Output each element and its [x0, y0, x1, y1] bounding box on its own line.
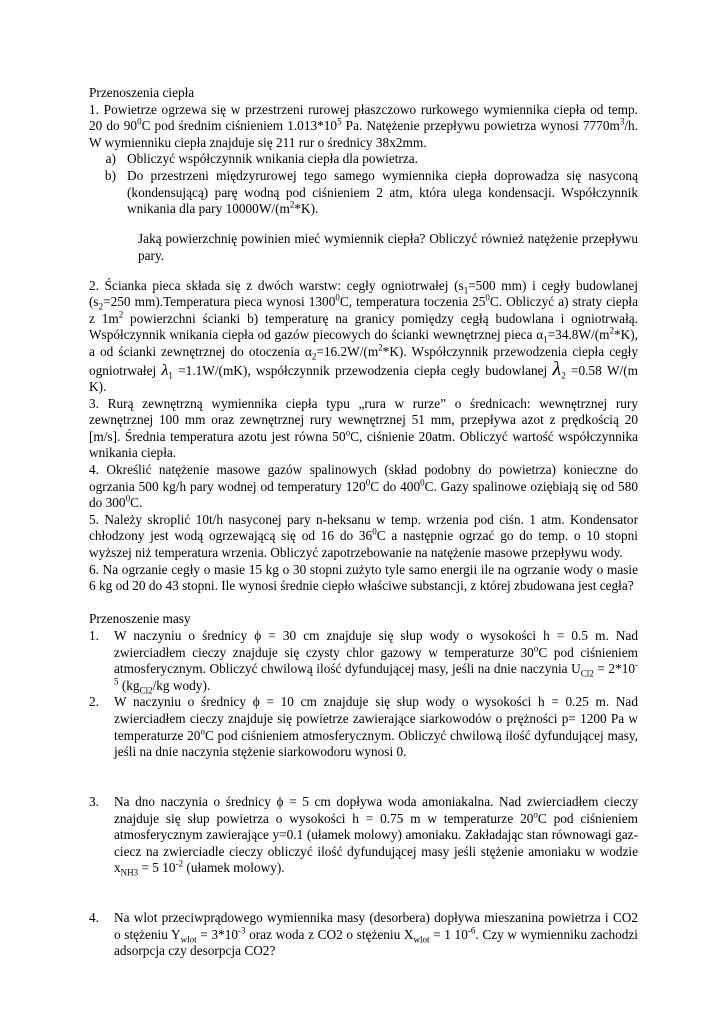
problem-6: 6. Na ogrzanie cegły o masie 15 kg o 30 stopni zużyto tyle samo energii ile na ogrzanie wody o masie 6 kg od 20 do 43 stopni. Ile wynosi średnie ciepło właściwe substancji, z której zbudowana jest cegła? — [89, 561, 638, 594]
section-heat-title: Przenoszenia ciepła — [89, 85, 195, 100]
problem-3: 3. Rurą zewnętrzną wymiennika ciepła typu „rura w rurze” o średnicach: wewnętrznej rury zewnętrznej 100 mm oraz zewnętrznej rury wewnętrznej 51 mm, przepływa azot z prędkością 20 [m/s]. Średnia temperatura azotu jest równa 50$^o$C, ciśnienie 20atm. Obliczyć wartość współczynnika wnikania ciepła. — [89, 395, 638, 461]
problem-1-item-a: a) Obliczyć współczynnik wnikania ciepła dla powietrza. — [105, 151, 418, 167]
problem-1-item-b-question: Jaką powierzchnię powinien mieć wymiennik ciepła? Obliczyć również natężenie przepływu pary. — [138, 231, 638, 263]
document-page — [89, 85, 638, 960]
problem-5: 5. Należy skroplić 10t/h nasyconej pary n-heksanu w temp. wrzenia pod ciśn. 1 atm. Kondensator chłodzony jest wodą ogrzewającą się od 16 do $36^0C$ a następnie ogrzać go do temp. o 10 stopni wyższej niż temperatura wrzenia. Obliczyć zapotrzebowanie na natężenie masowe przepływu wody. — [89, 511, 638, 561]
mass-problem-4: 4. Na wlot przeciwprądowego wymiennika masy (desorbera) dopływa mieszanina powietrza i CO2 o stężeniu $Y_{wlot} = 3*10^{-3}$ oraz woda z CO2 o stężeniu $X_{wlot} = 1$ $10^{-6}$. Czy w wymienniku zachodzi adsorpcja czy desorpcja CO2? — [89, 910, 638, 959]
problem-4: 4. Określić natężenie masowe gazów spalinowych (skład podobny do powietrza) konieczne do ogrzania 500 kg/h pary wodnej od temperatury $120^0C$ do $400^0C$. Gazy spalinowe oziębiają się od 580 do $300^0C$. — [89, 462, 638, 511]
mass-problem-2: 2. W naczyniu o średnicy ϕ = 10 cm znajduje się słup wody o wysokości h = 0.25 m. Nad zwierciadłem cieczy znajduje się powietrze zawierające siarkowodów o prężności p= 1200 Pa w temperaturze 20$^o$C pod ciśnieniem atmosferycznym. Obliczyć chwilową ilość dyfundującej masy, jeśli na dnie naczynia stężenie siarkowodoru wynosi 0. — [89, 694, 638, 760]
lambda-2-symbol: λ — [552, 357, 562, 380]
mass-problem-1: 1. W naczyniu o średnicy ϕ = 30 cm znajduje się słup wody o wysokości h = 0.5 m. Nad zwierciadłem cieczy znajduje się czysty chlor gazowy w temperaturze 30$^o$C pod ciśnieniem atmosferycznym. Obliczyć chwilową ilość dyfundującej masy, jeśli na dnie naczynia $U_{Cl2} = 2*10^{-5}$ ($kg_{Cl2}/kg$ wody). — [89, 628, 638, 696]
problem-1: 1. Powietrze ogrzewa się w przestrzeni rurowej płaszczowo rurkowego wymiennika ciepła od temp. 20 do $90^0C$ pod średnim ciśnieniem $1.013*10^5$ Pa. Natężenie przepływu powietrza wynosi $7770m^3/h$. W wymienniku ciepła znajduje się 211 rur o średnicy 38x2mm. — [89, 101, 638, 150]
problem-2: 2. Ścianka pieca składa się z dwóch warstw: cegły ogniotrwałej ($s_1=500$ mm) i cegły budowlanej ($s_2=250$ mm).Temperatura pieca wynosi 1300$^0$C, temperatura toczenia $25^0C$. Obliczyć a) straty ciepła z $1m^2$ powierzchni ścianki b) temperaturę na granicy pomiędzy cegłą budowlana i ogniotrwałą. Współczynnik wnikania ciepła od gazów piecowych do ścianki wewnętrznej pieca $\alpha_1=34.8W/(m^2*K)$, a od ścianki zewnętrznej do otoczenia $\alpha_2=16.2W/(m^2*K)$. Współczynnik przewodzenia ciepła cegły ogniotrwałej $\lambda_1 =1.1W/(mK)$, współczynnik przewodzenia ciepła cegły budowlanej $\lambda_2 =0.58$ W/(m K). — [89, 277, 638, 395]
section-mass-title: Przenoszenie masy — [89, 611, 191, 627]
problem-1-item-b: b) Do przestrzeni międzyrurowej tego samego wymiennika ciepła doprowadza się nasyconą (kondensującą) parę wodną pod ciśnieniem 2 atm, która ulega kondensacji. Współczynnik wnikania dla pary $10000W/(m^2*K)$. — [104, 167, 638, 217]
lambda-1-symbol: λ — [161, 361, 169, 379]
mass-problem-3: 3. Na dno naczynia o średnicy ϕ = 5 cm dopływa woda amoniakalna. Nad zwierciadłem cieczy znajduje się słup powietrza o wysokości h = 0.75 m w temperaturze 20$^o$C pod ciśnieniem atmosferycznym zawierające y=0.1 (ułamek molowy) amoniaku. Zakładając stan równowagi gaz-ciecz na zwierciadle cieczy obliczyć ilość dyfundującej masy jeśli stężenie amoniaku w wodzie $x_{NH3} = 5$ $10^{-2}$ (ułamek molowy). — [89, 793, 638, 878]
